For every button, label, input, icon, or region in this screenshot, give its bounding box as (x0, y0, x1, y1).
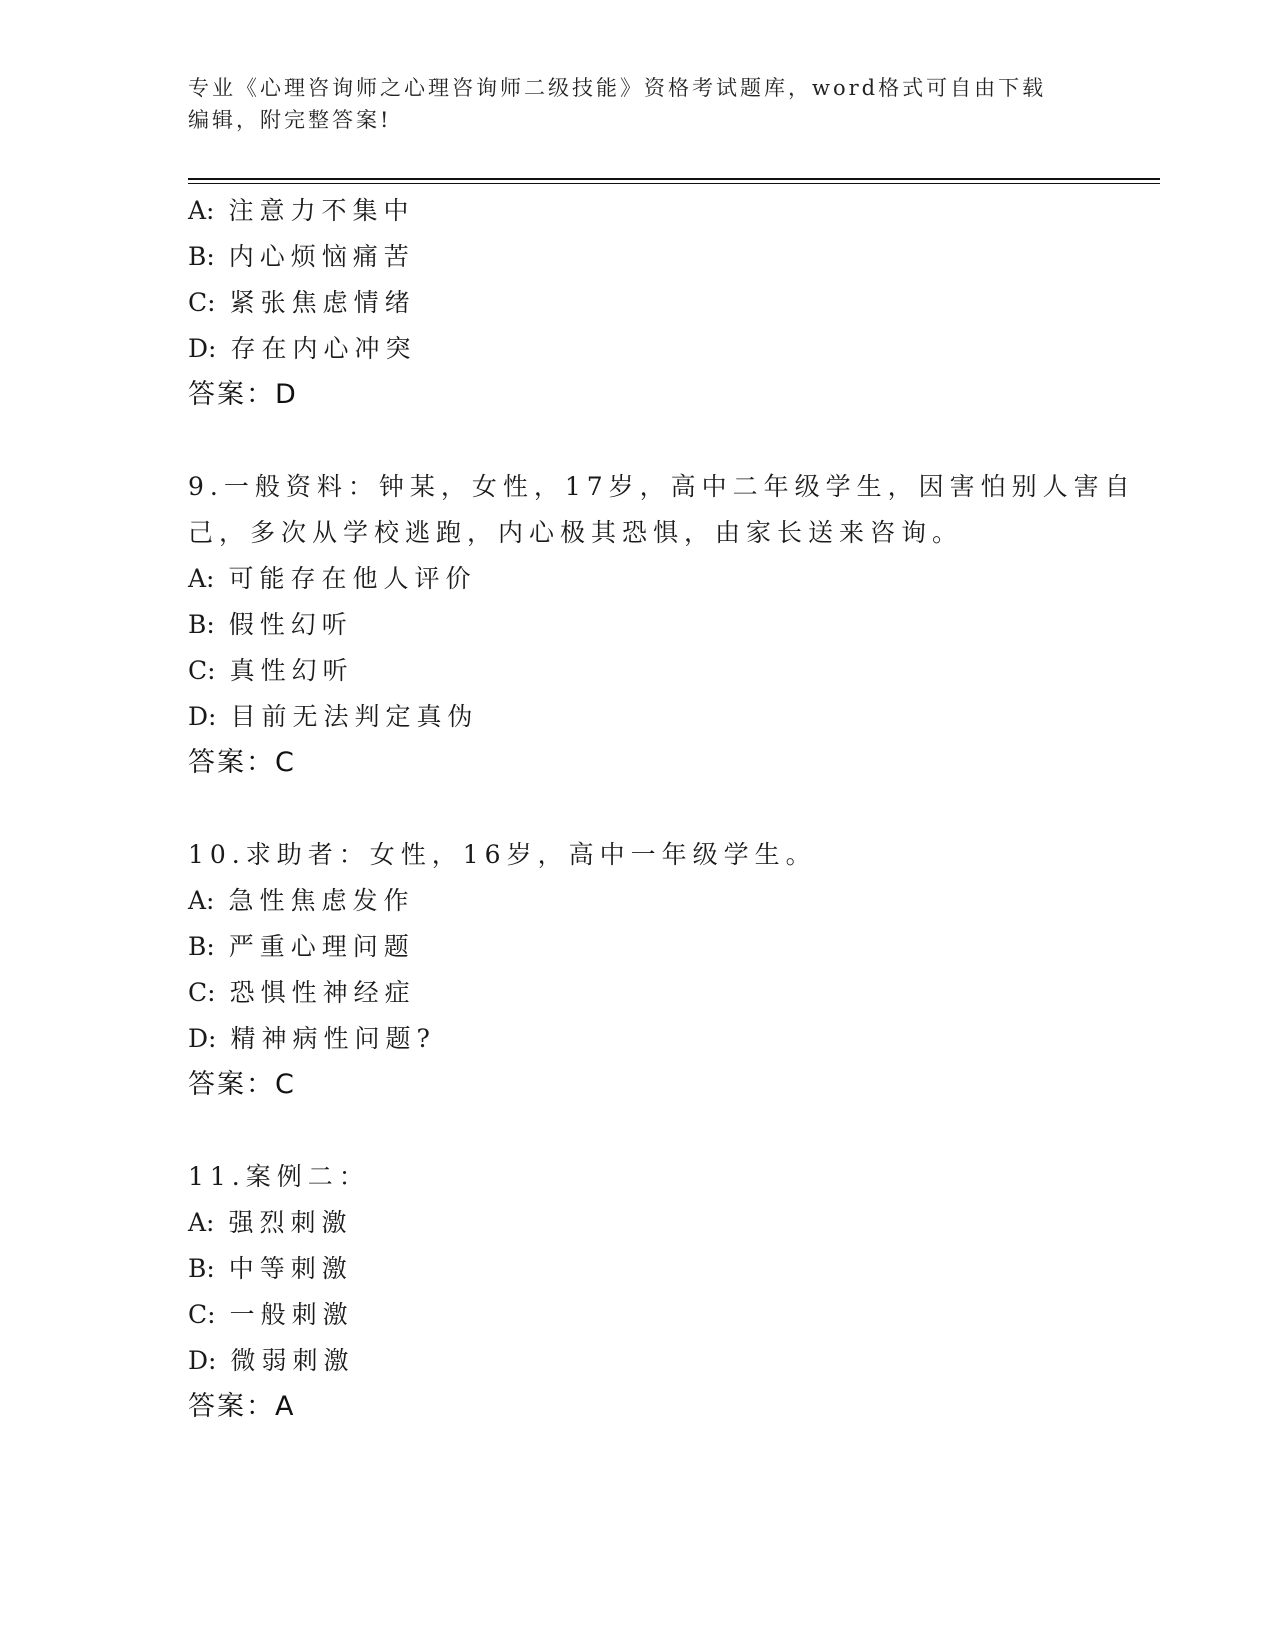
option-b (188, 602, 1108, 648)
option-text: 精神病性问题? (230, 1024, 436, 1053)
option-prefix: A: (188, 886, 215, 915)
answer-line: 答案：A (188, 1391, 296, 1422)
option-text: 内心烦恼痛苦 (228, 242, 415, 271)
option-prefix: C: (188, 1300, 216, 1329)
option-text: 恐惧性神经症 (229, 978, 416, 1007)
question-9 (188, 464, 1136, 786)
option-text: 一般刺激 (229, 1300, 354, 1329)
option-b (188, 234, 1108, 280)
question-stem-line-1: 10.求助者：女性，16岁，高中一年级学生。 (188, 840, 817, 869)
option-d (188, 1016, 1108, 1062)
spacer (188, 418, 1108, 464)
question-stem-line-1: 11.案例二： (188, 1162, 370, 1191)
option-d (188, 326, 1108, 372)
option-prefix: D: (188, 1346, 217, 1375)
option-prefix: C: (188, 978, 216, 1007)
header-line-2: 编辑，附完整答案! (188, 108, 392, 132)
option-d (188, 1338, 1108, 1384)
option-prefix: D: (188, 334, 217, 363)
option-prefix: A: (188, 1208, 215, 1237)
option-text: 急性焦虑发作 (228, 886, 415, 915)
question-block-continued (188, 188, 1108, 418)
question-11 (188, 1154, 1108, 1430)
option-text: 可能存在他人评价 (228, 564, 477, 593)
answer-line: 答案：C (188, 1069, 296, 1100)
option-a (188, 188, 1108, 234)
option-d (188, 694, 1108, 740)
option-prefix: D: (188, 702, 217, 731)
option-prefix: D: (188, 1024, 217, 1053)
option-prefix: C: (188, 656, 216, 685)
option-prefix: B: (188, 610, 215, 639)
document-header (188, 72, 1068, 136)
option-b (188, 924, 1108, 970)
option-text: 强烈刺激 (228, 1208, 353, 1237)
header-divider-thick (188, 178, 1160, 180)
question-stem-line-1: 9.一般资料：钟某，女性，17岁，高中二年级学生，因害怕别人害自 (188, 472, 1136, 501)
option-a (188, 556, 1108, 602)
answer-line: 答案：D (188, 379, 298, 410)
option-prefix: B: (188, 242, 215, 271)
option-prefix: B: (188, 1254, 215, 1283)
question-stem-line-2: 己，多次从学校逃跑，内心极其恐惧，由家长送来咨询。 (188, 518, 964, 547)
option-c (188, 648, 1108, 694)
option-b (188, 1246, 1108, 1292)
option-prefix: B: (188, 932, 215, 961)
option-text: 微弱刺激 (230, 1346, 355, 1375)
option-prefix: A: (188, 196, 215, 225)
question-10 (188, 832, 1108, 1108)
spacer (188, 1108, 1108, 1154)
option-prefix: C: (188, 288, 216, 317)
option-c (188, 280, 1108, 326)
option-a (188, 878, 1108, 924)
option-c (188, 970, 1108, 1016)
question-list (188, 188, 1136, 1430)
option-a (188, 1200, 1108, 1246)
option-text: 中等刺激 (228, 1254, 353, 1283)
option-text: 真性幻听 (229, 656, 354, 685)
option-c (188, 1292, 1108, 1338)
option-text: 假性幻听 (228, 610, 353, 639)
option-text: 紧张焦虑情绪 (229, 288, 416, 317)
option-prefix: A: (188, 564, 215, 593)
spacer (188, 786, 1108, 832)
option-text: 注意力不集中 (228, 196, 415, 225)
option-text: 目前无法判定真伪 (230, 702, 479, 731)
header-line-1: 专业《心理咨询师之心理咨询师二级技能》资格考试题库，word格式可自由下载 (188, 76, 1047, 100)
option-text: 严重心理问题 (228, 932, 415, 961)
header-divider-thin (188, 183, 1160, 184)
answer-line: 答案：C (188, 747, 296, 778)
option-text: 存在内心冲突 (230, 334, 417, 363)
